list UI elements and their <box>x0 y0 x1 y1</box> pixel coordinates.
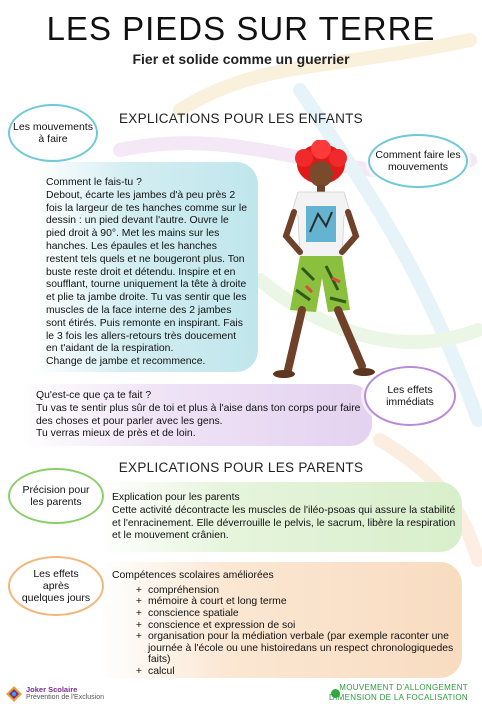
bubble-effects <box>364 366 456 426</box>
bubble-movements-label: Les mouvements à faire <box>13 121 93 145</box>
bubble-later-effects-label: Les effets après quelques jours <box>21 568 91 604</box>
instructions-heading: Comment le fais-tu ? <box>46 177 142 188</box>
section-title-children: EXPLICATIONS POUR LES ENFANTS <box>118 111 363 126</box>
skills-heading: Compétences scolaires améliorées <box>112 570 274 581</box>
bubble-effects-label: Les effets immédiats <box>386 384 434 408</box>
bubble-precision <box>8 468 104 524</box>
page-title: LES PIEDS SUR TERRE <box>46 10 436 47</box>
bubble-movements <box>8 104 98 162</box>
skills-item: + organisation pour la médiation verbale (par exemple raconter une journée à l'école ou une histoiredans un respect chronologiquedes faits) <box>135 631 454 666</box>
skills-item: + mémoire à court et long terme <box>135 596 287 608</box>
skills-item: + conscience spatiale <box>135 607 239 619</box>
skills-item: + conscience et expression de soi <box>135 619 296 631</box>
parents-body: Cette activité décontracte les muscles de l'iléo-psoas qui assure la stabilité et l'enracinement. Elle déverrouille le pelvis, le sacrum, libère la respiration et le mouvement crânien. <box>112 504 456 542</box>
bubble-how-to-label: Comment faire les mouvements <box>375 149 461 173</box>
category-line-2: DIMENSION DE LA FOCALISATION <box>329 693 468 702</box>
skills-item: + compréhension <box>135 584 220 596</box>
logo-tagline: Prévention de l'Exclusion <box>26 694 104 701</box>
parents-heading: Explication pour les parents <box>112 492 240 503</box>
parents-panel <box>100 482 462 552</box>
skills-item: + calcul <box>135 665 175 677</box>
page-subtitle: Fier et solide comme un guerrier <box>132 51 350 67</box>
instructions-panel <box>36 162 258 372</box>
category-line-1: MOUVEMENT D'ALLONGEMENT <box>339 683 468 692</box>
instructions-body: Debout, écarte les jambes d'à peu près 2 fois la largeur de tes hanches comme sur le dessin : un pied devant l'autre. Ouvre le pied droit à 90°. Met les mains sur les hanches. Les épaules et les hanches restent tels quels et ne bougeront plus. Ton buste reste droit et détendu. Inspire et en soufflant, tourne uniquement la tête à droite et plie ta jambe droite. Tu vas sentir que les muscles de la face interne des 2 jambes sont étirés. Puis remonte en inspirant. Fais le 3 fois les allers-retours très doucement en t'aidant de la respiration. Change de jambe et recommence. <box>46 189 247 368</box>
bubble-how-to <box>368 134 468 188</box>
child-in-warrior-pose-photo <box>266 140 376 380</box>
effects-body: Tu vas te sentir plus sûr de toi et plus à l'aise dans ton corps pour faire des choses et pour parler avec les gens. Tu verras mieux de près et de loin. <box>36 402 361 440</box>
category-label <box>329 683 468 703</box>
section-title-parents: EXPLICATIONS POUR LES PARENTS <box>118 460 364 475</box>
logo-mark-icon <box>6 686 22 702</box>
skills-panel <box>100 562 462 678</box>
bubble-later-effects <box>8 556 104 616</box>
effects-heading: Qu'est-ce que ça te fait ? <box>36 390 152 401</box>
bubble-precision-label: Précision pour les parents <box>22 484 90 508</box>
logo-name: Joker Scolaire <box>26 685 78 694</box>
effects-panel <box>22 384 372 446</box>
joker-scolaire-logo <box>6 686 104 702</box>
skills-list <box>112 585 456 678</box>
